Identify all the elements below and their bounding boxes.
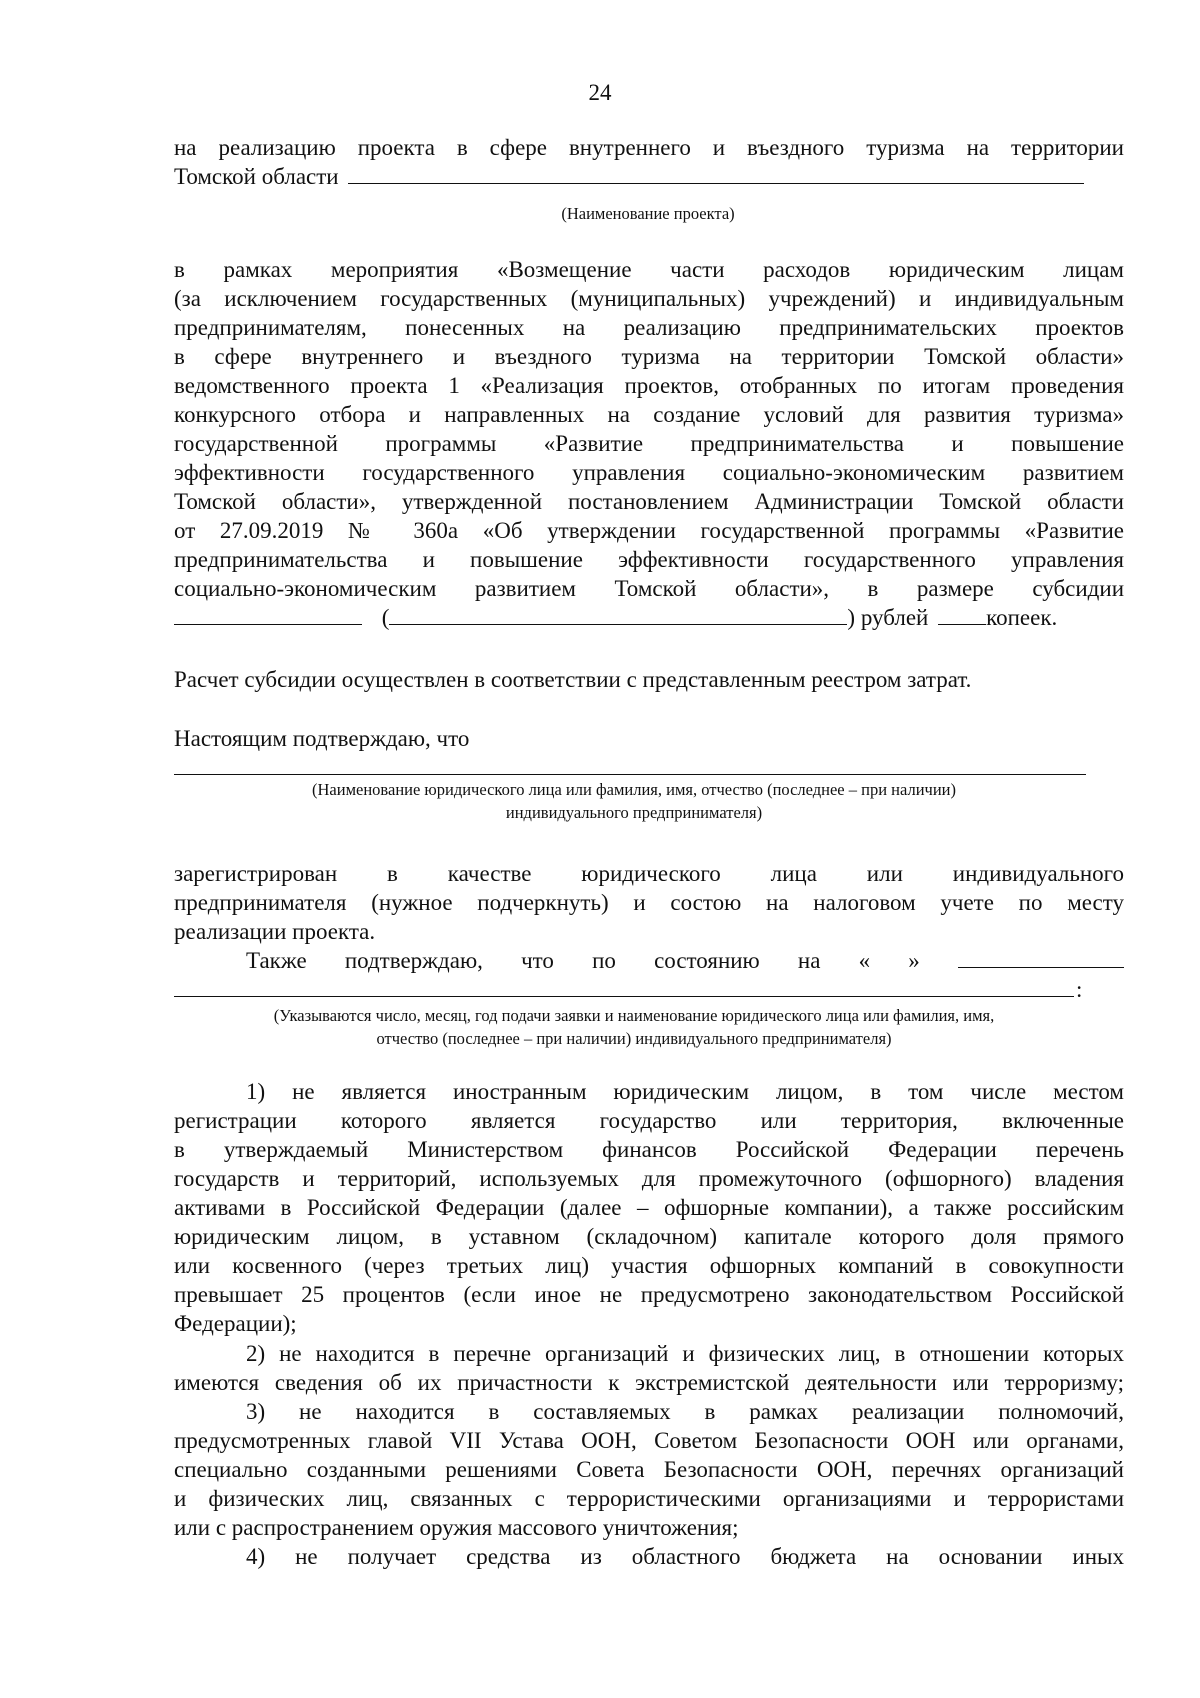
declaration-item-2 bbox=[174, 1339, 1124, 1397]
caption-line: (Наименование юридического лица или фамилия, имя, отчество (последнее – при наличии) bbox=[312, 780, 956, 799]
item-line: или с распространением оружия массового уничтожения; bbox=[174, 1515, 739, 1540]
item-line: государств и территорий, используемых для промежуточного (офшорного) владения bbox=[174, 1166, 1124, 1191]
item-line: превышает 25 процентов (если иное не предусмотрено законодательством Российской bbox=[174, 1282, 1124, 1307]
also-word: по bbox=[592, 948, 616, 973]
declaration-item-3 bbox=[174, 1397, 1124, 1542]
kopecks-field[interactable] bbox=[938, 604, 986, 625]
registration-paragraph bbox=[174, 859, 1124, 1004]
measure-line: ведомственного проекта 1 «Реализация проектов, отобранных по итогам проведения bbox=[174, 373, 1124, 398]
measure-paragraph bbox=[174, 255, 1124, 632]
also-confirm-line bbox=[174, 946, 1124, 975]
registration-line: предпринимателя (нужное подчеркнуть) и состою на налоговом учете по месту bbox=[174, 890, 1124, 915]
declaration-item-1 bbox=[174, 1077, 1124, 1338]
page-number: 24 bbox=[588, 80, 612, 105]
item-line: 3) не находится в составляемых в рамках реализации полномочий, bbox=[246, 1399, 1124, 1424]
also-word: на bbox=[797, 948, 821, 973]
item-line: предусмотренных главой VII Устава ООН, Советом Безопасности ООН или органами, bbox=[174, 1428, 1124, 1453]
subsidy-amount-digits-field[interactable] bbox=[174, 604, 362, 625]
intro-region: Томской области bbox=[174, 164, 339, 189]
item-line: и физических лиц, связанных с террористическими организациями и террористами bbox=[174, 1486, 1124, 1511]
item-line: в утверждаемый Министерством финансов Российской Федерации перечень bbox=[174, 1137, 1124, 1162]
calculation-note: Расчет субсидии осуществлен в соответствии с представленным реестром затрат. bbox=[174, 667, 972, 692]
item-line: специально созданными решениями Совета Безопасности ООН, перечнях организаций bbox=[174, 1457, 1124, 1482]
measure-line: в сфере внутреннего и въездного туризма на территории Томской области» bbox=[174, 344, 1124, 369]
measure-line: государственной программы «Развитие предпринимательства и повышение bbox=[174, 431, 1124, 456]
declaration-item-4 bbox=[174, 1542, 1124, 1571]
measure-line: (за исключением государственных (муниципальных) учреждений) и индивидуальным bbox=[174, 286, 1124, 311]
measure-line: Томской области», утвержденной постановлением Администрации Томской области bbox=[174, 489, 1124, 514]
measure-line: конкурсного отбора и направленных на создание условий для развития туризма» bbox=[174, 402, 1124, 427]
intro-line-2 bbox=[174, 162, 1124, 191]
applicant-name-caption bbox=[174, 778, 1094, 824]
application-details-caption bbox=[174, 1004, 1094, 1050]
item-line: 1) не является иностранным юридическим лицом, в том числе местом bbox=[246, 1079, 1124, 1104]
intro-paragraph bbox=[174, 133, 1124, 191]
item-line: Федерации); bbox=[174, 1311, 297, 1336]
measure-line: эффективности государственного управления социально-экономическим развитием bbox=[174, 460, 1124, 485]
also-word: что bbox=[521, 948, 554, 973]
caption-line: индивидуального предпринимателя) bbox=[505, 803, 763, 822]
confirm-lead: Настоящим подтверждаю, что bbox=[174, 726, 470, 751]
item-line: 4) не получает средства из областного бюджета на основании иных bbox=[246, 1544, 1124, 1569]
details-colon: : bbox=[1076, 977, 1083, 1002]
also-word: подтверждаю, bbox=[344, 948, 483, 973]
application-date-field[interactable] bbox=[958, 947, 1124, 968]
kopecks-label: копеек. bbox=[986, 605, 1058, 630]
date-close-quote: » bbox=[908, 948, 920, 973]
registration-line: зарегистрирован в качестве юридического лица или индивидуального bbox=[174, 861, 1124, 886]
project-name-field[interactable] bbox=[348, 163, 1084, 184]
item-line: активами в Российской Федерации (далее – офшорные компании), а также российским bbox=[174, 1195, 1124, 1220]
measure-line: от 27.09.2019 № 360а «Об утверждении государственной программы «Развитие bbox=[174, 518, 1124, 543]
registration-line: реализации проекта. bbox=[174, 919, 376, 944]
measure-line: в рамках мероприятия «Возмещение части расходов юридическим лицам bbox=[174, 257, 1124, 282]
item-line: юридическим лицом, в уставном (складочном) капитале которого доля прямого bbox=[174, 1224, 1124, 1249]
item-line: или косвенного (через третьих лиц) участия офшорных компаний в совокупности bbox=[174, 1253, 1124, 1278]
also-word: Также bbox=[246, 948, 307, 973]
measure-line: предпринимателям, понесенных на реализацию предпринимательских проектов bbox=[174, 315, 1124, 340]
item-line: 2) не находится в перечне организаций и физических лиц, в отношении которых bbox=[246, 1341, 1124, 1366]
amount-close-paren: ) рублей bbox=[847, 605, 929, 630]
measure-line: социально-экономическим развитием Томской области», в размере субсидии bbox=[174, 576, 1124, 601]
project-name-caption: (Наименование проекта) bbox=[561, 204, 735, 223]
date-open-quote: « bbox=[858, 948, 871, 973]
caption-line: отчество (последнее – при наличии) индивидуального предпринимателя) bbox=[376, 1029, 892, 1048]
applicant-name-field[interactable] bbox=[174, 774, 1086, 775]
item-line: регистрации которого является государство или территория, включенные bbox=[174, 1108, 1124, 1133]
item-line: имеются сведения об их причастности к экстремистской деятельности или терроризму; bbox=[174, 1370, 1124, 1395]
application-details-line bbox=[174, 975, 1124, 1004]
also-word: состоянию bbox=[654, 948, 760, 973]
intro-line-1: на реализацию проекта в сфере внутреннего и въездного туризма на территории bbox=[174, 135, 1124, 160]
measure-line: предпринимательства и повышение эффективности государственного управления bbox=[174, 547, 1124, 572]
amount-open-paren: ( bbox=[381, 605, 390, 630]
subsidy-amount-line bbox=[174, 603, 1124, 632]
subsidy-amount-words-field[interactable] bbox=[389, 604, 847, 625]
application-details-field[interactable] bbox=[174, 976, 1074, 997]
caption-line: (Указываются число, месяц, год подачи заявки и наименование юридического лица или фамилия, имя, bbox=[273, 1006, 995, 1025]
